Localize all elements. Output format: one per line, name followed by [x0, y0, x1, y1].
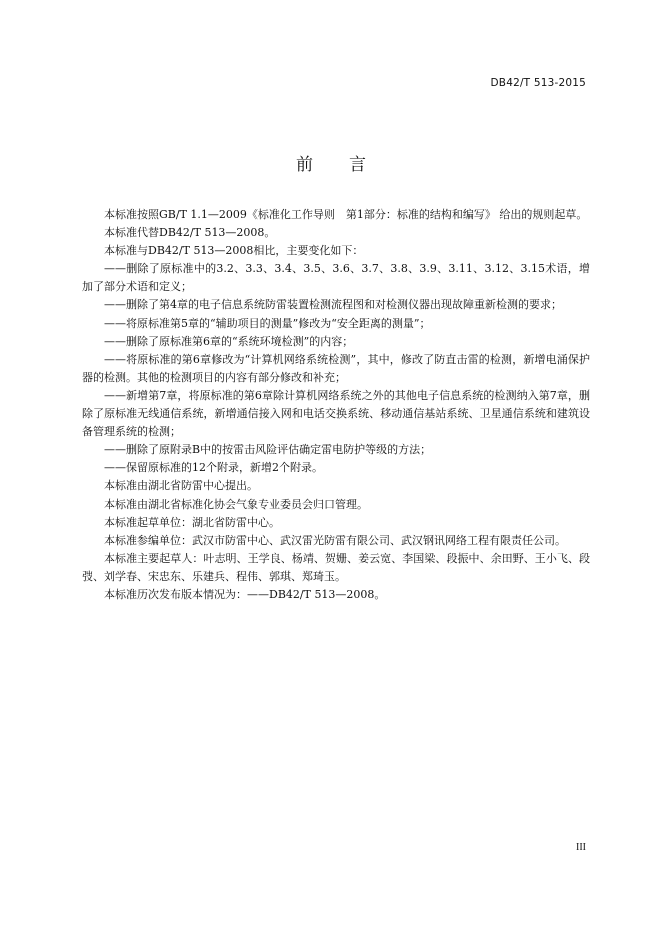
paragraph-managed-by: 本标准由湖北省标准化协会气象专业委员会归口管理。 [104, 497, 368, 511]
change-item-chapter-5: ——将原标准第5章的“辅助项目的测量”修改为“安全距离的测量”； [104, 316, 431, 330]
paragraph-drafting-rules: 本标准按照GB/T 1.1—2009《标准化工作导则 第1部分：标准的结构和编写》 给出的规则起草。 [104, 208, 588, 221]
paragraph-main-drafters: 本标准主要起草人：叶志明、王学良、杨靖、贺姗、姜云宽、李国梁、段振中、余田野、王小飞、段弢、刘学春、宋忠东、乐建兵、程伟、郭琪、郑琦玉。 [82, 551, 590, 583]
change-item-chapter-7: ——新增第7章，将原标准的第6章除计算机网络系统之外的其他电子信息系统的检测纳入第7章，删除了原标准无线通信系统，新增通信接入网和电话交换系统、移动通信基站系统、卫星通信系统和建筑设备管理系统的检测； [82, 388, 590, 439]
paragraph-replaces: 本标准代替DB42/T 513—2008。 [104, 226, 276, 240]
change-item-terms: ——删除了原标准中的3.2、3.3、3.4、3.5、3.6、3.7、3.8、3.9、3.11、3.12、3.15术语，增加了部分术语和定义； [82, 262, 590, 294]
paragraph-release-history: 本标准历次发布版本情况为：——DB42/T 513—2008。 [104, 587, 386, 601]
change-item-chapter-6-environment: ——删除了原标准第6章的“系统环境检测”的内容； [104, 334, 354, 348]
paragraph-drafting-unit: 本标准起草单位：湖北省防雷中心。 [104, 515, 280, 529]
paragraph-proposed-by: 本标准由湖北省防雷中心提出。 [104, 479, 258, 493]
paragraph-changes-intro: 本标准与DB42/T 513—2008相比，主要变化如下： [104, 244, 364, 258]
change-item-chapter-4: ——删除了第4章的电子信息系统防雷装置检测流程图和对检测仪器出现故障重新检测的要求； [104, 298, 562, 312]
page-number: III [576, 842, 586, 853]
page-title: 前言 [296, 155, 402, 175]
change-item-appendices: ——保留原标准的12个附录，新增2个附录。 [104, 461, 323, 475]
paragraph-participating-units: 本标准参编单位：武汉市防雷中心、武汉雷光防雷有限公司、武汉钢讯网络工程有限责任公司。 [104, 533, 566, 547]
change-item-chapter-6-network: ——将原标准的第6章修改为“计算机网络系统检测”，其中，修改了防直击雷的检测，新增电涌保护器的检测。其他的检测项目的内容有部分修改和补充； [82, 352, 590, 384]
change-item-appendix-b: ——删除了原附录B中的按雷击风险评估确定雷电防护等级的方法； [104, 443, 432, 457]
foreword-body [82, 206, 590, 604]
document-code-header: DB42/T 513-2015 [490, 77, 586, 89]
